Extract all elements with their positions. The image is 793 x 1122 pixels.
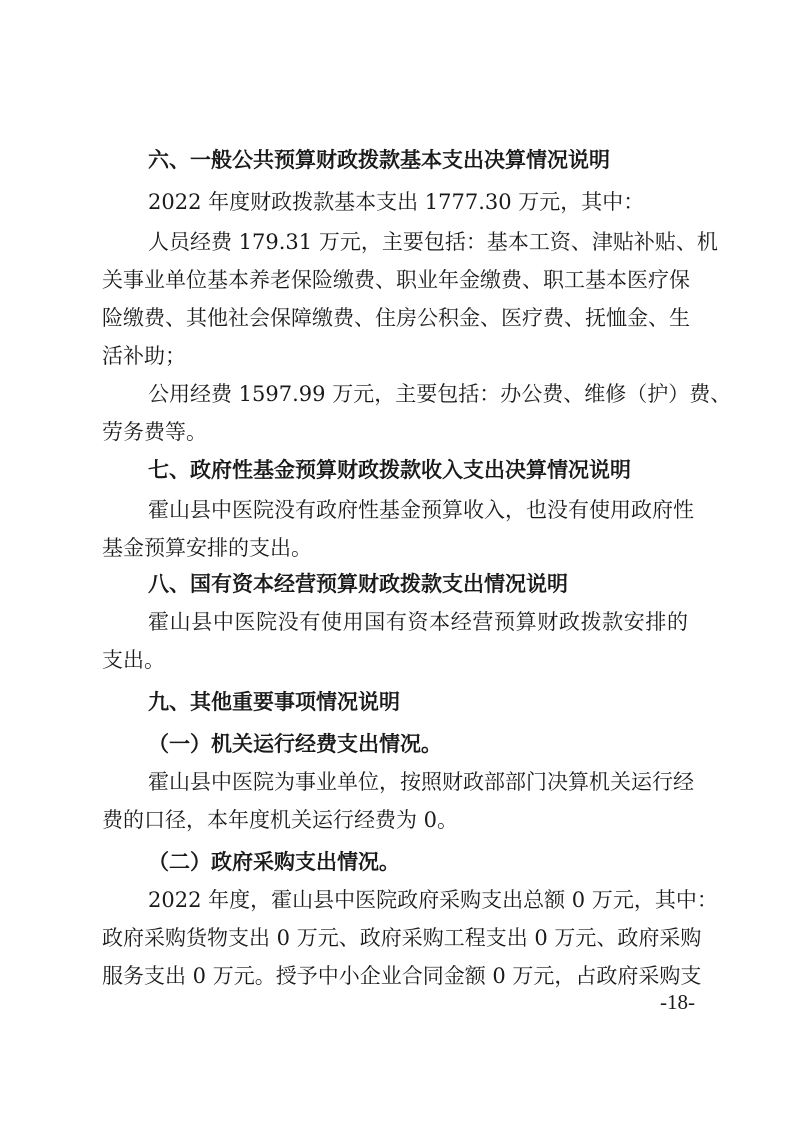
section-6-summary: 2022 年度财政拨款基本支出 1777.30 万元，其中： [148, 190, 645, 214]
section-9-heading: 九、其他重要事项情况说明 [148, 690, 400, 714]
section-8-line-1: 霍山县中医院没有使用国有资本经营预算财政拨款安排的 [148, 610, 688, 634]
personnel-expense-line-1: 人员经费 179.31 万元，主要包括：基本工资、津贴补贴、机 [148, 230, 718, 254]
section-9-sub-2-heading: （二）政府采购支出情况。 [148, 850, 400, 874]
section-9-sub-2-line-3: 服务支出 0 万元。授予中小企业合同金额 0 万元，占政府采购支 [102, 964, 702, 988]
personnel-expense-line-2: 关事业单位基本养老保险缴费、职业年金缴费、职工基本医疗保 [102, 268, 690, 292]
page-number: -18- [660, 990, 695, 1014]
section-9-sub-1-line-2: 费的口径，本年度机关运行经费为 0。 [102, 808, 459, 832]
section-7-heading: 七、政府性基金预算财政拨款收入支出决算情况说明 [148, 458, 631, 482]
section-9-sub-2-line-1: 2022 年度，霍山县中医院政府采购支出总额 0 万元，其中： [148, 888, 718, 912]
section-8-line-2: 支出。 [102, 648, 165, 672]
section-7-line-2: 基金预算安排的支出。 [102, 536, 312, 560]
public-expense-line-2: 劳务费等。 [102, 420, 207, 444]
section-9-sub-1-heading: （一）机关运行经费支出情况。 [148, 732, 442, 756]
personnel-expense-line-3: 险缴费、其他社会保障缴费、住房公积金、医疗费、抚恤金、生 [102, 306, 690, 330]
section-7-line-1: 霍山县中医院没有政府性基金预算收入，也没有使用政府性 [148, 498, 694, 522]
public-expense-line-1: 公用经费 1597.99 万元，主要包括：办公费、维修（护）费、 [148, 382, 732, 406]
section-9-sub-2-line-2: 政府采购货物支出 0 万元、政府采购工程支出 0 万元、政府采购 [102, 926, 702, 950]
section-6-heading: 六、一般公共预算财政拨款基本支出决算情况说明 [148, 148, 610, 172]
section-8-heading: 八、国有资本经营预算财政拨款支出情况说明 [148, 572, 568, 596]
section-9-sub-1-line-1: 霍山县中医院为事业单位，按照财政部部门决算机关运行经 [148, 770, 694, 794]
personnel-expense-line-4: 活补助； [102, 344, 186, 368]
